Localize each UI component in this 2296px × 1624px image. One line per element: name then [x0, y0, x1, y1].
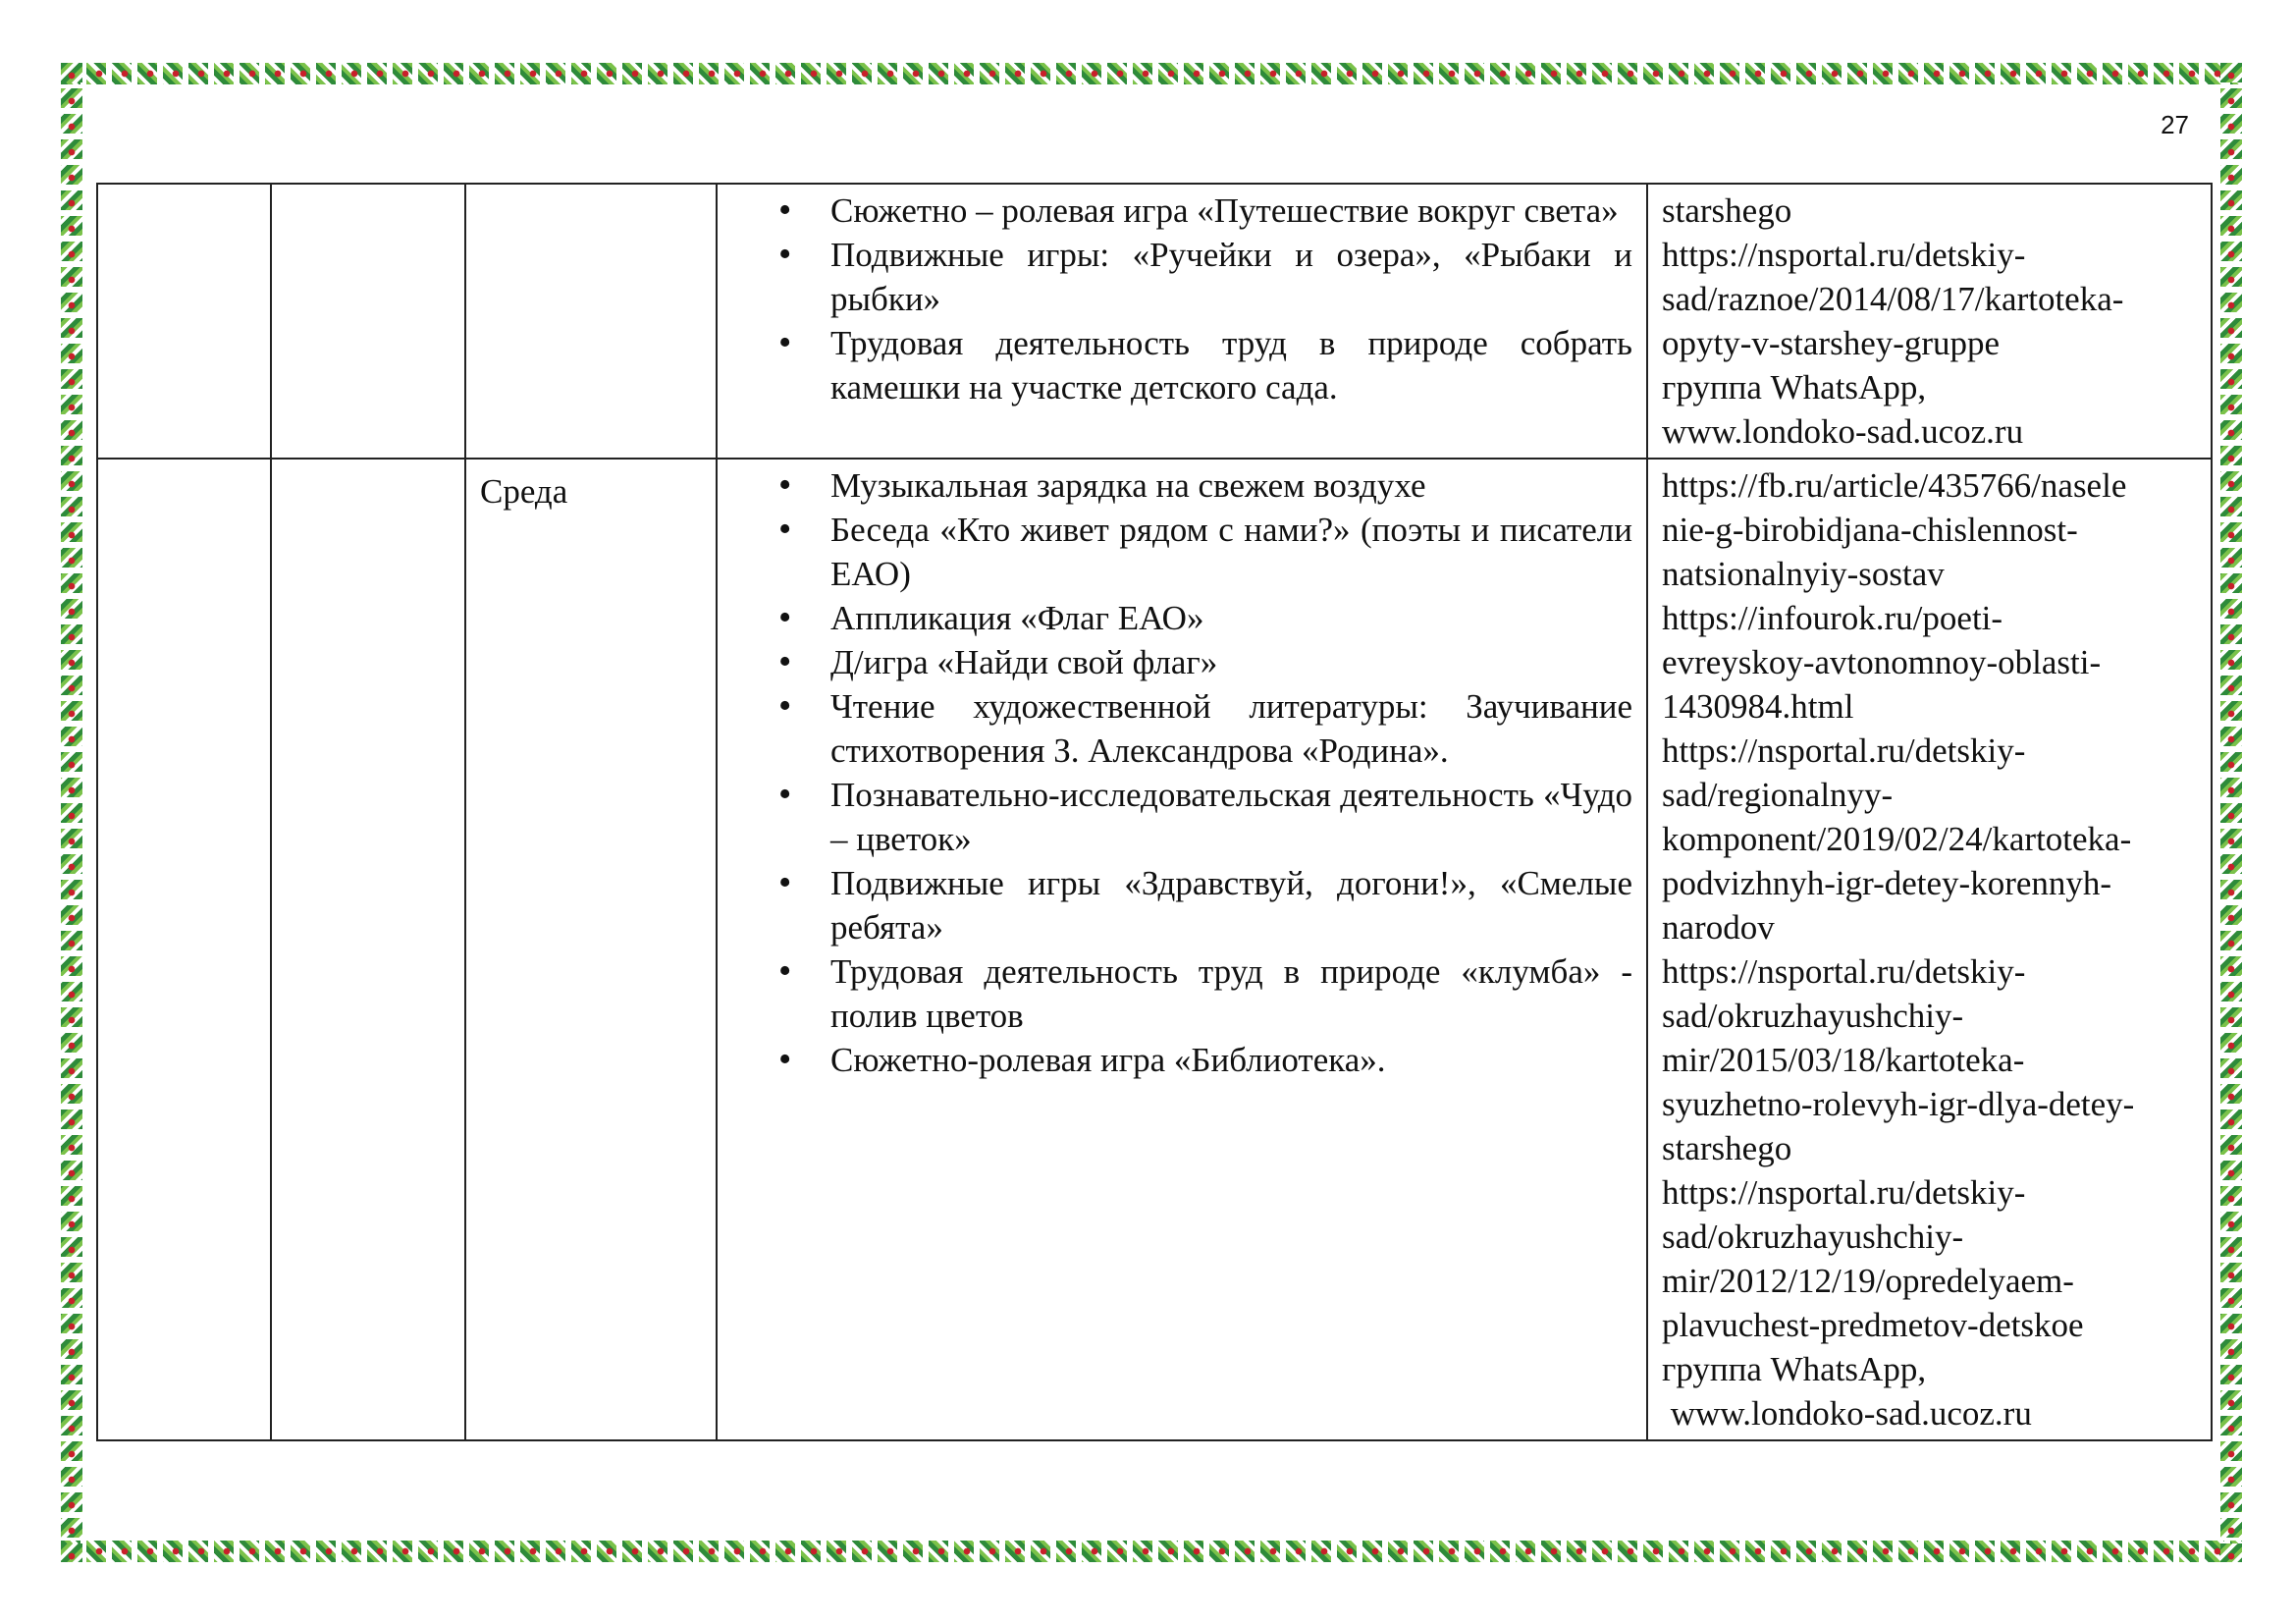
list-item: • Музыкальная зарядка на свежем воздухе — [718, 463, 1632, 508]
list-item: • Беседа «Кто живет рядом с нами?» (поэты и писатели ЕАО) — [718, 508, 1632, 596]
link-text[interactable]: starshego — [1662, 191, 1792, 230]
link-text[interactable]: https://infourok.ru/poeti- — [1662, 599, 2003, 637]
table-row — [97, 184, 2212, 459]
link-text[interactable]: plavuchest-predmetov-detskoe — [1662, 1306, 2084, 1344]
links-cell — [1647, 459, 2212, 1440]
holly-border-top — [61, 63, 2242, 84]
link-text: группа WhatsApp, — [1662, 1350, 1927, 1388]
link-text[interactable]: sad/raznoe/2014/08/17/kartoteka- — [1662, 280, 2124, 318]
list-item: • Трудовая деятельность труд в природе «клумба» - полив цветов — [718, 949, 1632, 1038]
activities-cell — [717, 184, 1647, 459]
empty-cell — [271, 459, 465, 1440]
activities-cell — [717, 459, 1647, 1440]
link-text[interactable]: sad/okruzhayushchiy- — [1662, 997, 1964, 1035]
day-cell: Среда — [465, 459, 717, 1440]
link-text[interactable]: evreyskoy-avtonomnoy-oblasti- — [1662, 643, 2102, 681]
link-text[interactable]: www.londoko-sad.ucoz.ru — [1662, 412, 2024, 451]
link-text[interactable]: https://fb.ru/article/435766/nasele — [1662, 466, 2127, 505]
holly-border-left — [61, 63, 82, 1562]
activities-list — [718, 185, 1646, 413]
empty-cell — [271, 184, 465, 459]
list-item: • Сюжетно – ролевая игра «Путешествие вокруг света» — [718, 189, 1632, 233]
holly-border-bottom — [61, 1541, 2242, 1562]
link-text[interactable]: komponent/2019/02/24/kartoteka- — [1662, 820, 2132, 858]
link-text[interactable]: https://nsportal.ru/detskiy- — [1662, 952, 2026, 991]
link-text[interactable]: www.londoko-sad.ucoz.ru — [1662, 1394, 2032, 1433]
list-item: • Трудовая деятельность труд в природе собрать камешки на участке детского сада. — [718, 321, 1632, 409]
link-text[interactable]: https://nsportal.ru/detskiy- — [1662, 236, 2026, 274]
links-cell — [1647, 184, 2212, 459]
list-item: • Д/игра «Найди свой флаг» — [718, 640, 1632, 684]
list-item: • Чтение художественной литературы: Заучивание стихотворения З. Александрова «Родина». — [718, 684, 1632, 773]
list-item: • Сюжетно-ролевая игра «Библиотека». — [718, 1038, 1632, 1082]
link-text[interactable]: mir/2015/03/18/kartoteka- — [1662, 1041, 2025, 1079]
link-text[interactable]: sad/regionalnyy- — [1662, 776, 1894, 814]
link-text[interactable]: sad/okruzhayushchiy- — [1662, 1218, 1964, 1256]
page-number: 27 — [2161, 110, 2189, 139]
empty-cell — [97, 459, 271, 1440]
table-row — [97, 459, 2212, 1440]
link-text[interactable]: 1430984.html — [1662, 687, 1854, 726]
link-text[interactable]: natsionalnyiy-sostav — [1662, 555, 1945, 593]
link-text: группа WhatsApp, — [1662, 368, 1927, 406]
link-text[interactable]: https://nsportal.ru/detskiy- — [1662, 1173, 2026, 1212]
empty-cell — [97, 184, 271, 459]
list-item: • Подвижные игры «Здравствуй, догони!», «Смелые ребята» — [718, 861, 1632, 949]
day-cell — [465, 184, 717, 459]
link-text[interactable]: narodov — [1662, 908, 1775, 947]
link-text[interactable]: starshego — [1662, 1129, 1792, 1167]
list-item: • Подвижные игры: «Ручейки и озера», «Рыбаки и рыбки» — [718, 233, 1632, 321]
activity-plan-table — [96, 183, 2213, 1441]
holly-border-right — [2220, 63, 2242, 1562]
list-item: • Познавательно-исследовательская деятельность «Чудо – цветок» — [718, 773, 1632, 861]
link-text[interactable]: opyty-v-starshey-gruppe — [1662, 324, 2001, 362]
link-text[interactable]: nie-g-birobidjana-chislennost- — [1662, 511, 2078, 549]
link-text[interactable]: syuzhetno-rolevyh-igr-dlya-detey- — [1662, 1085, 2135, 1123]
link-text[interactable]: podvizhnyh-igr-detey-korennyh- — [1662, 864, 2112, 902]
activities-list — [718, 460, 1646, 1086]
link-text[interactable]: mir/2012/12/19/opredelyaem- — [1662, 1262, 2074, 1300]
link-text[interactable]: https://nsportal.ru/detskiy- — [1662, 731, 2026, 770]
list-item: • Аппликация «Флаг ЕАО» — [718, 596, 1632, 640]
